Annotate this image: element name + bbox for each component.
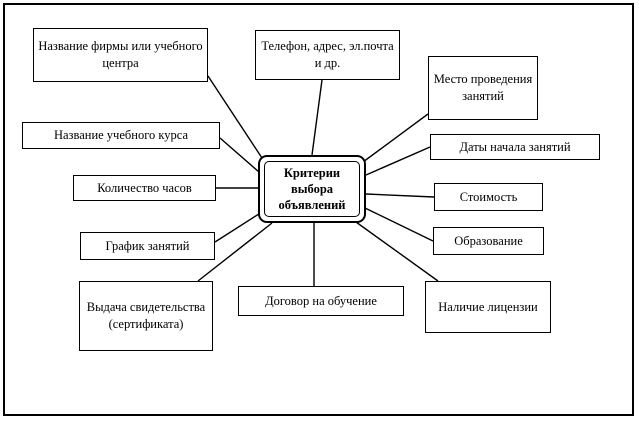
node-license[interactable] (425, 281, 551, 333)
center-node[interactable] (258, 155, 366, 223)
node-label-hours-count: Количество часов (97, 180, 192, 195)
node-label-schedule: График занятий (105, 238, 190, 253)
node-start-dates[interactable] (430, 134, 600, 160)
node-course-name[interactable] (22, 122, 220, 149)
node-place[interactable] (428, 56, 538, 120)
center-node-label: Критерии выбора объявлений (278, 165, 346, 213)
node-label-place: Место проведения занятий (433, 72, 533, 103)
node-label-start-dates: Даты начала занятий (459, 139, 571, 154)
node-label-contacts: Телефон, адрес, эл.почта и др. (261, 39, 394, 70)
center-node-inner (264, 161, 360, 217)
node-label-cost: Стоимость (459, 189, 518, 204)
node-certificate[interactable] (79, 281, 213, 351)
node-label-firm-name: Название фирмы или учебного центра (38, 39, 203, 70)
node-contract[interactable] (238, 286, 404, 316)
node-education[interactable] (433, 227, 544, 255)
node-label-course-name: Название учебного курса (53, 128, 189, 143)
node-contacts[interactable] (255, 30, 400, 80)
node-firm-name[interactable] (33, 28, 208, 82)
node-schedule[interactable] (80, 232, 215, 260)
node-label-contract: Договор на обучение (265, 293, 377, 308)
node-hours-count[interactable] (73, 175, 216, 201)
node-label-certificate: Выдача свидетельства (сертификата) (86, 300, 206, 331)
node-label-license: Наличие лицензии (438, 299, 538, 314)
node-cost[interactable] (434, 183, 543, 211)
node-label-education: Образование (454, 233, 523, 248)
